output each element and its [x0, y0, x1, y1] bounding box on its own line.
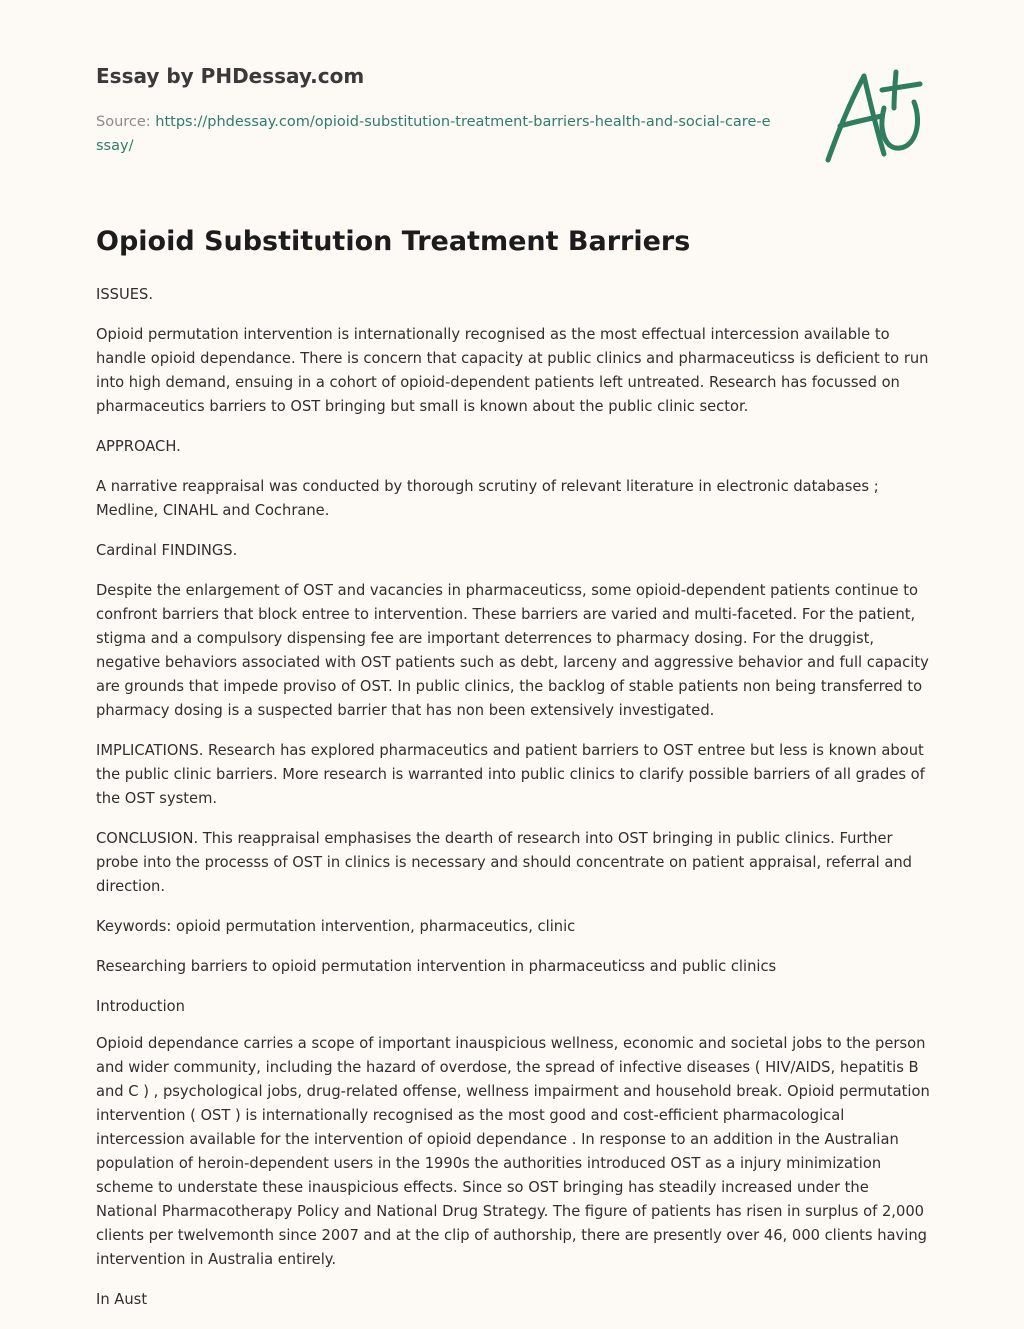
paragraph-conclusion: CONCLUSION. This reappraisal emphasises the dearth of research into OST bringing in public clinics. Further probe into the processs of OST in clinics is necessary and should concentrate on patient appraisal, referral and direction. [96, 830, 912, 895]
paragraph-findings-heading: Cardinal FINDINGS. [96, 542, 238, 559]
paragraph-truncated: In Aust [96, 1291, 148, 1308]
source-line [96, 110, 776, 158]
paragraph-introduction: Opioid dependance carries a scope of important inauspicious wellness, economic and societal jobs to the person and wider community, including the hazard of overdose, the spread of infective diseases ( HIV/AIDS, hepatitis B and C ) , psychological jobs, drug-related offense, wellness impairment and household break. Opioid permutation intervention ( OST ) is internationally recognised as the most good and cost-efficient pharmacological intercession available for the intervention of opioid dependance . In response to an addition in the Australian population of heroin-dependent users in the 1990s the authorities introduced OST as a injury minimization scheme to understate these inauspicious effects. Since so OST bringing has steadily increased under the National Pharmacotherapy Policy and National Drug Strategy. The figure of patients has risen in surplus of 2,000 clients per twelvemonth since 2007 and at the clip of authorship, there are presently over 46, 000 clients having intervention in Australia entirely. [96, 1035, 930, 1268]
paragraph-findings: Despite the enlargement of OST and vacancies in pharmaceuticss, some opioid-dependent patients continue to confront barriers that block entree to intervention. These barriers are varied and multi-faceted. For the patient, stigma and a compulsory dispensing fee are important deterrences to pharmacy dosing. For the druggist, negative behaviors associated with OST patients such as debt, larceny and aggressive behavior and full capacity are grounds that impede proviso of OST. In public clinics, the backlog of stable patients non being transferred to pharmacy dosing is a suspected barrier that has non been extensively investigated. [96, 582, 929, 719]
site-title: Essay by PHDessay.com [96, 64, 365, 88]
document-body [96, 283, 932, 1328]
paragraph-approach-heading: APPROACH. [96, 438, 181, 455]
paragraph-issues-heading: ISSUES. [96, 286, 154, 303]
paragraph-introduction-heading: Introduction [96, 998, 185, 1015]
paragraph-subtitle: Researching barriers to opioid permutation intervention in pharmaceuticss and public clinics [96, 958, 777, 975]
source-label: Source: [96, 114, 151, 130]
a-plus-logo [824, 68, 928, 166]
paragraph-implications: IMPLICATIONS. Research has explored pharmaceutics and patient barriers to OST entree but less is known about the public clinic barriers. More research is warranted into public clinics to clarify possible barriers of all grades of the OST system. [96, 742, 925, 807]
document-title: Opioid Substitution Treatment Barriers [96, 226, 691, 257]
paragraph-approach: A narrative reappraisal was conducted by thorough scrutiny of relevant literature in electronic databases ; Medline, CINAHL and Cochrane. [96, 478, 879, 519]
source-link[interactable]: https://phdessay.com/opioid-substitution-treatment-barriers-health-and-social-care-essay/ [96, 114, 771, 154]
paragraph-keywords: Keywords: opioid permutation intervention, pharmaceutics, clinic [96, 918, 576, 935]
paragraph-issues: Opioid permutation intervention is internationally recognised as the most effectual intercession available to handle opioid dependance. There is concern that capacity at public clinics and pharmaceuticss is deficient to run into high demand, ensuing in a cohort of opioid-dependent patients left untreated. Research has focussed on pharmaceutics barriers to OST bringing but small is known about the public clinic sector. [96, 326, 929, 415]
